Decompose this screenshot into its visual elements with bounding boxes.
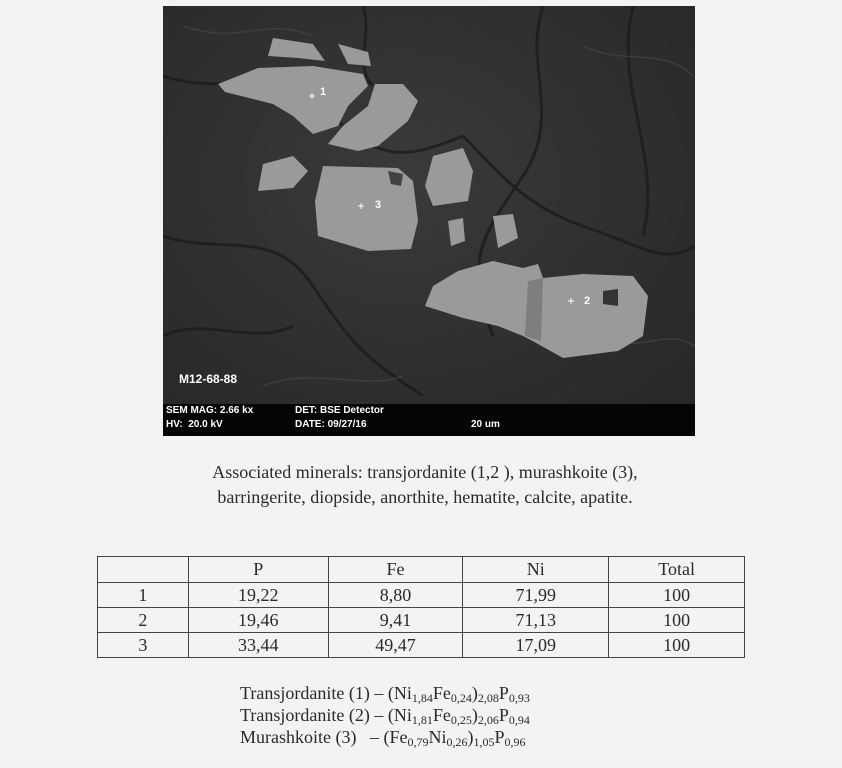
formula-text: P bbox=[498, 683, 509, 703]
sem-info-bar bbox=[163, 404, 695, 436]
formula-subscript: 1,81 bbox=[411, 713, 433, 727]
formula-text: ) bbox=[467, 727, 474, 747]
formula-text: Fe bbox=[432, 683, 451, 703]
formula-text: ) bbox=[471, 705, 478, 725]
sem-detector: DET: BSE Detector bbox=[295, 405, 384, 416]
composition-table bbox=[97, 556, 745, 658]
table-header-row bbox=[98, 557, 745, 583]
table-cell: 2 bbox=[98, 608, 189, 633]
formula-text: (Ni bbox=[387, 705, 412, 725]
formula-text: (Ni bbox=[387, 683, 412, 703]
formula-list bbox=[240, 682, 660, 748]
formula-line bbox=[240, 704, 660, 726]
caption-line-2: barringerite, diopside, anorthite, hematite, calcite, apatite. bbox=[217, 487, 633, 507]
formula-line bbox=[240, 682, 660, 704]
formula-text: Ni bbox=[428, 727, 447, 747]
table-cell: 100 bbox=[609, 583, 745, 608]
header-cell: P bbox=[188, 557, 328, 583]
formula-subscript: 2,08 bbox=[477, 691, 499, 705]
sem-date: DATE: 09/27/16 bbox=[295, 419, 367, 430]
table-cell: 8,80 bbox=[328, 583, 463, 608]
table-row bbox=[98, 633, 745, 658]
sem-texture bbox=[163, 6, 695, 436]
point-label-2: 2 bbox=[584, 295, 591, 307]
table-cell: 17,09 bbox=[463, 633, 609, 658]
table-cell: 71,13 bbox=[463, 608, 609, 633]
scale-label: 20 um bbox=[471, 419, 500, 430]
point-label-1: 1 bbox=[320, 86, 327, 98]
table-cell: 49,47 bbox=[328, 633, 463, 658]
formula-line bbox=[240, 726, 660, 748]
formula-text: P bbox=[494, 727, 505, 747]
table-cell: 71,99 bbox=[463, 583, 609, 608]
formula-subscript: 0,94 bbox=[508, 713, 530, 727]
formula-label: Murashkoite (3) – bbox=[240, 727, 384, 747]
header-cell bbox=[98, 557, 189, 583]
sem-hv: HV: 20.0 kV bbox=[166, 419, 223, 430]
table-row bbox=[98, 583, 745, 608]
formula-subscript: 0,24 bbox=[450, 691, 472, 705]
formula-label: Transjordanite (2) – bbox=[240, 705, 388, 725]
table-cell: 100 bbox=[609, 633, 745, 658]
formula-text: Fe bbox=[432, 705, 451, 725]
formula-subscript: 0,25 bbox=[450, 713, 472, 727]
table-cell: 19,22 bbox=[188, 583, 328, 608]
formula-subscript: 1,84 bbox=[411, 691, 433, 705]
point-label-3: 3 bbox=[375, 199, 382, 211]
table-cell: 3 bbox=[98, 633, 189, 658]
formula-subscript: 0,93 bbox=[508, 691, 530, 705]
table-row bbox=[98, 608, 745, 633]
table-cell: 9,41 bbox=[328, 608, 463, 633]
sem-micrograph bbox=[163, 6, 695, 436]
formula-subscript: 1,05 bbox=[473, 735, 495, 749]
formula-text: P bbox=[498, 705, 509, 725]
header-cell: Fe bbox=[328, 557, 463, 583]
formula-subscript: 2,06 bbox=[477, 713, 499, 727]
table-cell: 33,44 bbox=[188, 633, 328, 658]
header-cell: Total bbox=[609, 557, 745, 583]
sem-mag: SEM MAG: 2.66 kx bbox=[166, 405, 254, 416]
sample-id: M12-68-88 bbox=[179, 372, 238, 386]
table-cell: 19,46 bbox=[188, 608, 328, 633]
header-cell: Ni bbox=[463, 557, 609, 583]
formula-subscript: 0,79 bbox=[407, 735, 429, 749]
formula-text: (Fe bbox=[383, 727, 408, 747]
formula-subscript: 0,26 bbox=[446, 735, 468, 749]
table-cell: 1 bbox=[98, 583, 189, 608]
caption-line-1: Associated minerals: transjordanite (1,2 ), murashkoite (3), bbox=[212, 462, 638, 482]
figure-caption bbox=[120, 460, 730, 510]
table-cell: 100 bbox=[609, 608, 745, 633]
formula-text: ) bbox=[471, 683, 478, 703]
formula-subscript: 0,96 bbox=[504, 735, 526, 749]
formula-label: Transjordanite (1) – bbox=[240, 683, 388, 703]
